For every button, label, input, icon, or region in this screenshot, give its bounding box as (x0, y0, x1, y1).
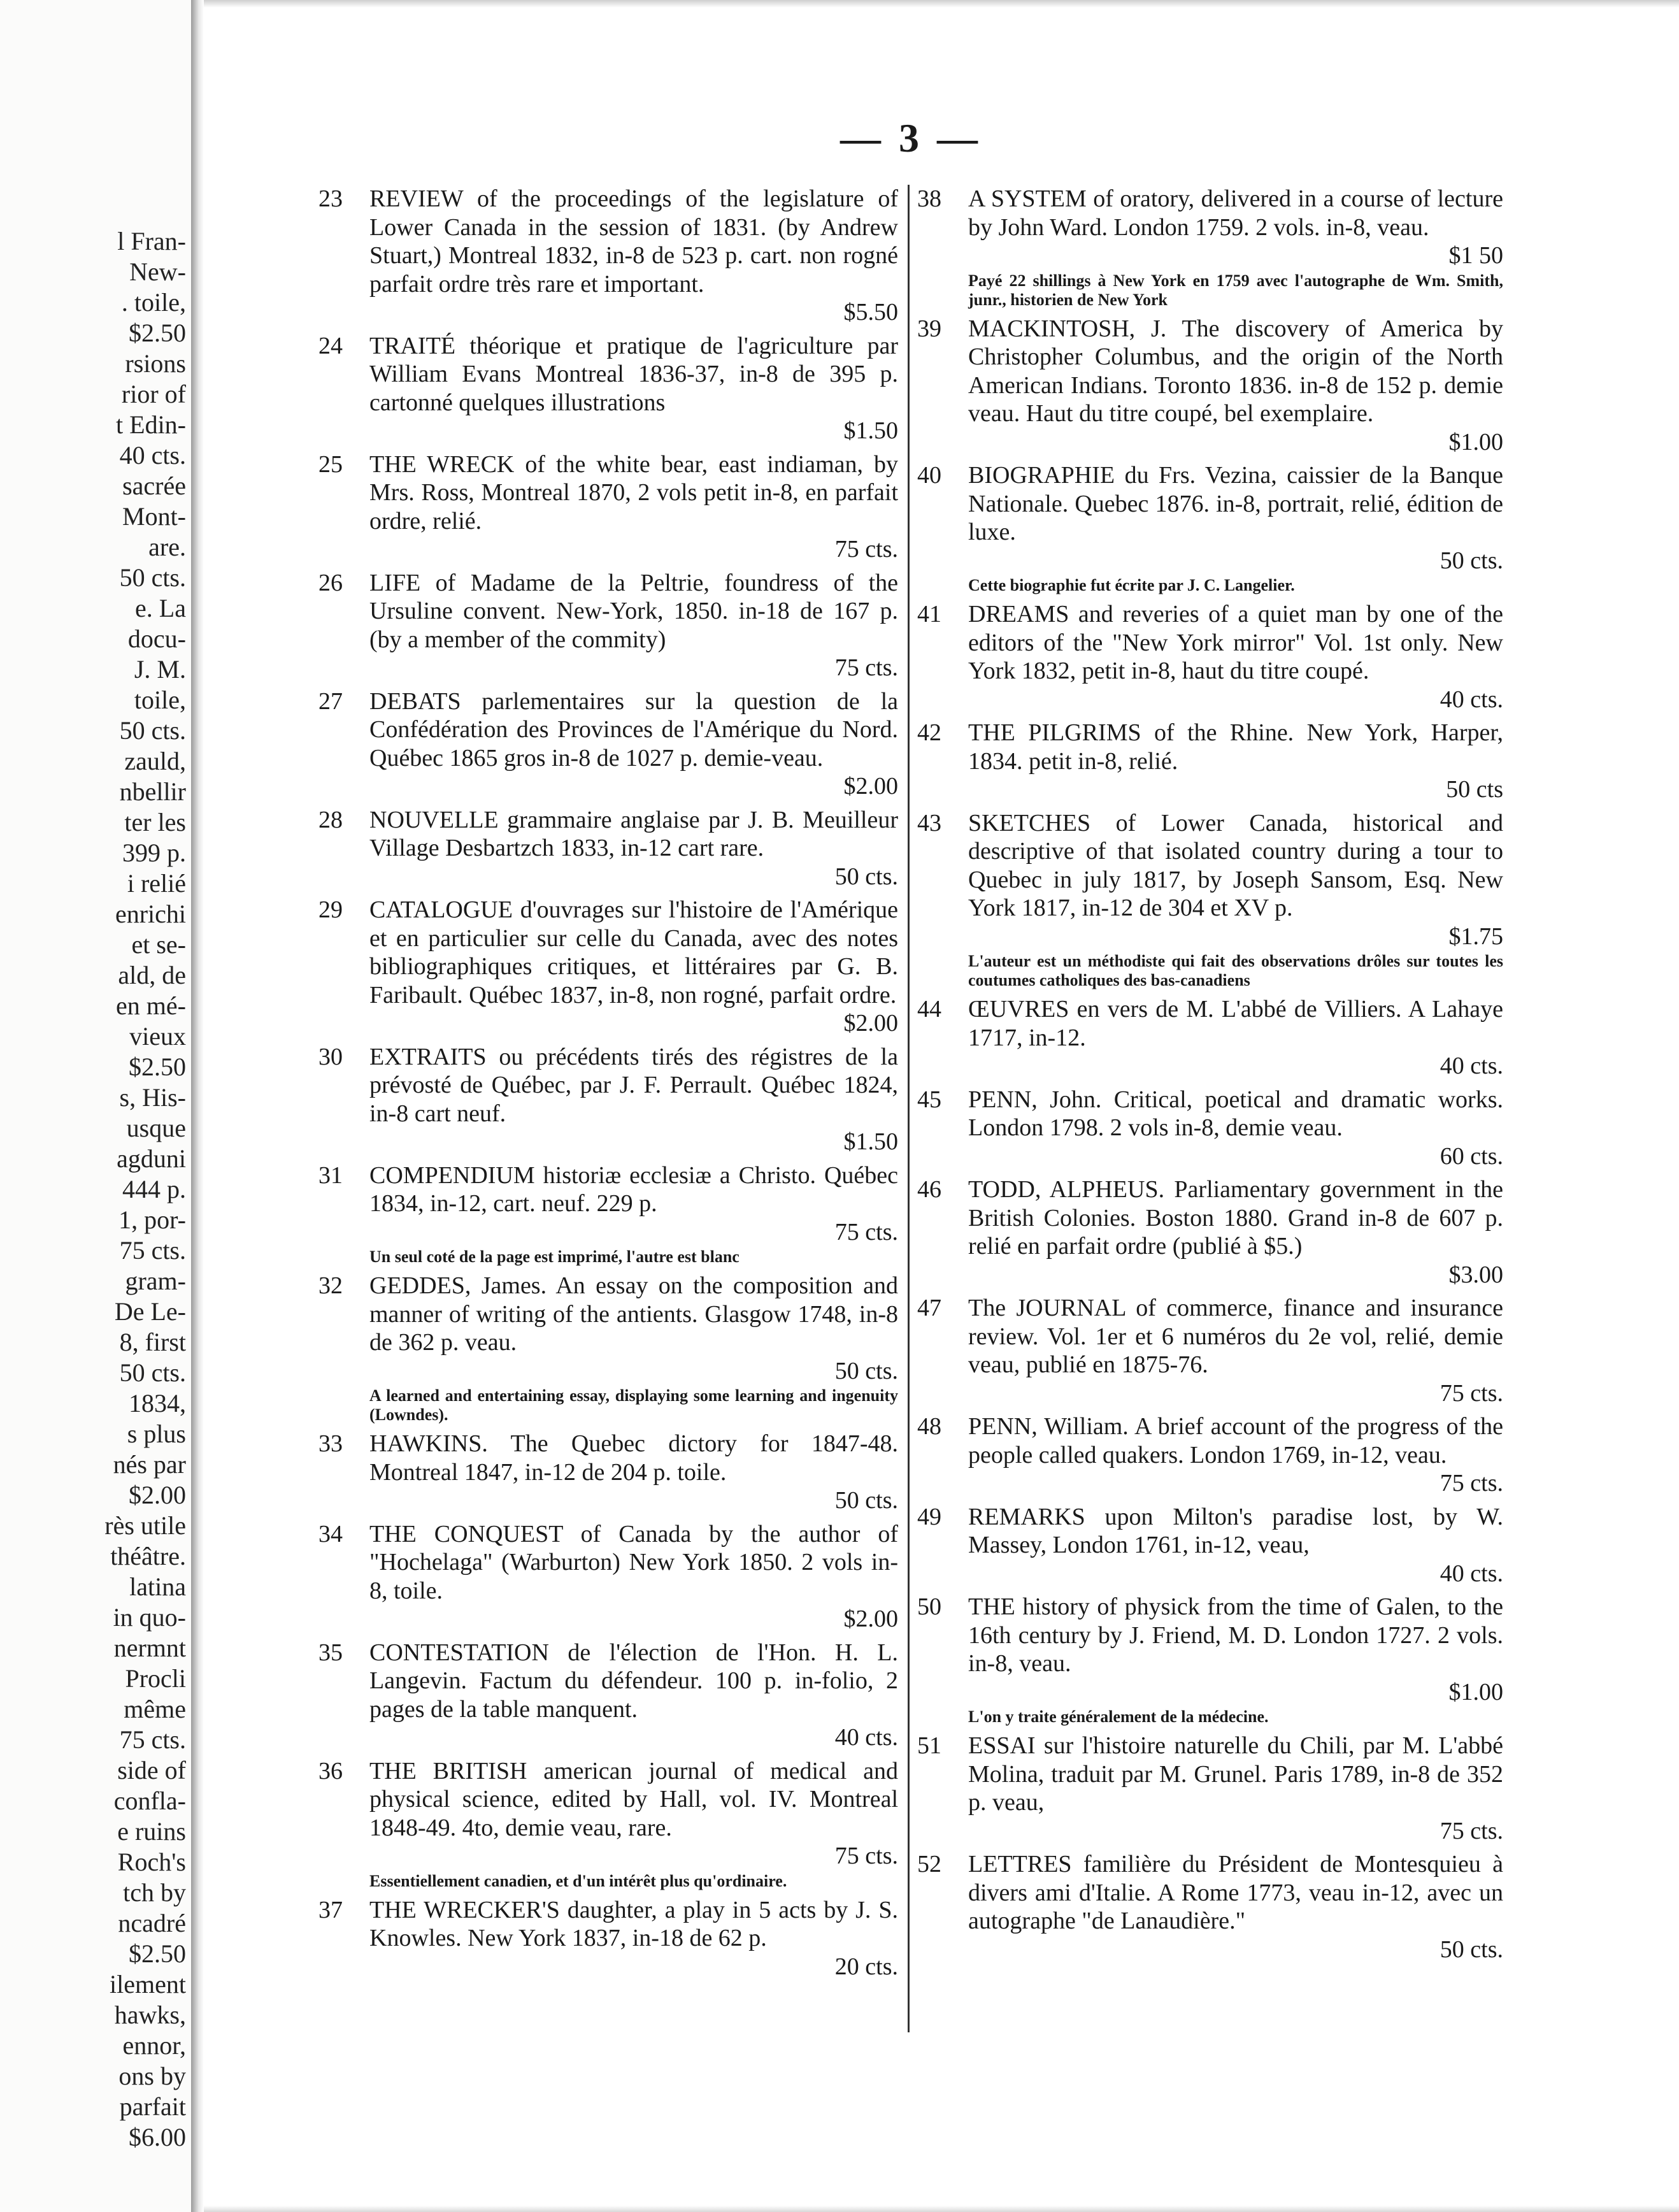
previous-page-text-fragment: toile, (134, 686, 186, 714)
entry-number: 24 (318, 332, 343, 359)
catalogue-entry (318, 1430, 898, 1515)
catalogue-entry (318, 569, 898, 682)
catalogue-entry (917, 809, 1503, 991)
previous-page-text-fragment: 40 cts. (119, 441, 186, 470)
previous-page-fragment (0, 0, 191, 2212)
previous-page-text-fragment: s, His- (119, 1083, 186, 1112)
previous-page-text-fragment: 75 cts. (119, 1725, 186, 1754)
entry-description: LIFE of Madame de la Peltrie, foundress of the Ursuline convent. New-York, 1850. in-18 de 167 p. (by a member of the commity) (369, 569, 898, 653)
previous-page-text-fragment: zauld, (124, 747, 186, 775)
entry-price: 75 cts. (1440, 1470, 1503, 1497)
previous-page-text-fragment: rior of (121, 380, 186, 408)
previous-page-text-fragment: Mont- (122, 502, 186, 531)
entry-price: $1.00 (1448, 1678, 1503, 1706)
entry-number: 50 (917, 1593, 941, 1620)
page-bottom-edge (204, 2206, 1679, 2212)
previous-page-text-fragment: e ruins (117, 1817, 186, 1846)
entry-number: 49 (917, 1503, 941, 1530)
entry-number: 26 (318, 569, 343, 596)
entry-description: PENN, John. Critical, poetical and dramatic works. London 1798. 2 vols in-8, demie veau. (968, 1086, 1503, 1141)
catalogue-entry (917, 315, 1503, 457)
catalogue-entry (318, 1520, 898, 1634)
previous-page-text-fragment: 1834, (129, 1389, 186, 1418)
entry-description: DREAMS and reveries of a quiet man by one of the editors of the "New York mirror" Vol. 1st only. New York 1832, petit in-8, haut du titre coupé. (968, 601, 1503, 684)
entry-description: NOUVELLE grammaire anglaise par J. B. Meuilleur Village Desbartzch 1833, in-12 cart rare. (369, 806, 898, 861)
previous-page-text-fragment: New- (129, 257, 186, 286)
entry-description: CATALOGUE d'ouvrages sur l'histoire de l'Amérique et en particulier sur celle du Canada, avec des notes bibliographiques critiques, et littéraires par G. B. Faribault. Québec 1837, in-8, non rogné, parfait ordre. (369, 896, 898, 1009)
entry-number: 34 (318, 1520, 343, 1548)
entry-price: 50 cts. (1440, 1936, 1503, 1963)
previous-page-text-fragment: ncadré (118, 1909, 186, 1937)
entry-price: $3.00 (1448, 1261, 1503, 1288)
entry-description: THE CONQUEST of Canada by the author of "Hochelaga" (Warburton) New York 1850. 2 vols in-8, toile. (369, 1520, 898, 1604)
catalogue-entry (318, 896, 898, 1038)
catalogue-entry (318, 806, 898, 891)
previous-page-text-fragment: vieux (129, 1022, 186, 1051)
entry-description: EXTRAITS ou précédents tirés des régistres de la prévosté de Québec, par J. F. Perrault. Québec 1824, in-8 cart neuf. (369, 1043, 898, 1127)
entry-price: $2.00 (843, 773, 898, 800)
catalogue-entry (917, 1294, 1503, 1407)
previous-page-text-fragment: en mé- (116, 991, 186, 1020)
entry-number: 29 (318, 896, 343, 923)
entry-description: MACKINTOSH, J. The discovery of America by Christopher Columbus, and the origin of the North American Indians. Toronto 1836. in-8 de 152 p. demie veau. Haut du titre coupé, bel exemplaire. (968, 315, 1503, 427)
page-top-edge (204, 0, 1679, 8)
entry-number: 51 (917, 1732, 941, 1759)
previous-page-text-fragment: hawks, (114, 2000, 186, 2029)
entry-price: 50 cts. (834, 863, 898, 890)
previous-page-text-fragment: $2.50 (129, 319, 186, 347)
previous-page-text-fragment: ilement (110, 1970, 186, 1999)
entry-description: THE PILGRIMS of the Rhine. New York, Harper, 1834. petit in-8, relié. (968, 719, 1503, 775)
previous-page-text-fragment: $2.00 (129, 1481, 186, 1509)
previous-page-text-fragment: enrichi (115, 900, 186, 928)
entry-price: 75 cts. (834, 1218, 898, 1246)
previous-page-text-fragment: 50 cts. (119, 716, 186, 745)
entry-number: 31 (318, 1161, 343, 1189)
catalogue-entry (318, 1272, 898, 1425)
entry-number: 48 (917, 1413, 941, 1440)
catalogue-entry (318, 1161, 898, 1267)
entry-description: HAWKINS. The Quebec dictory for 1847-48. Montreal 1847, in-12 de 204 p. toile. (369, 1430, 898, 1486)
previous-page-text-fragment: De Le- (114, 1297, 186, 1326)
entry-price: 60 cts. (1440, 1142, 1503, 1170)
entry-price: 40 cts. (1440, 1052, 1503, 1079)
previous-page-text-fragment: 399 p. (122, 838, 186, 867)
previous-page-text-fragment: e. La (135, 594, 186, 622)
catalogue-entry (318, 332, 898, 445)
entry-price: $1.50 (843, 417, 898, 444)
entry-number: 23 (318, 185, 343, 212)
entry-description: SKETCHES of Lower Canada, historical and descriptive of that isolated country during a tour to Quebec in july 1817, by Joseph Sansom, Esq. New York 1817, in-12 de 304 et XV p. (968, 809, 1503, 921)
previous-page-text-fragment: nermnt (113, 1634, 186, 1662)
entry-price: 40 cts. (1440, 1560, 1503, 1587)
catalogue-entry (917, 1086, 1503, 1171)
previous-page-text-fragment: ald, de (118, 961, 186, 989)
right-column (917, 185, 1503, 1969)
previous-page-text-fragment: ons by (118, 2062, 186, 2090)
catalogue-entry (318, 1043, 898, 1156)
entry-description: THE WRECKER'S daughter, a play in 5 acts by J. S. Knowles. New York 1837, in-18 de 62 p. (369, 1896, 898, 1951)
catalogue-entry (318, 450, 898, 564)
entry-note: L'auteur est un méthodiste qui fait des observations drôles sur toutes les coutumes catholiques des bas-canadiens (968, 952, 1503, 989)
previous-page-text-fragment: . toile, (121, 288, 186, 317)
catalogue-entry (917, 1850, 1503, 1964)
previous-page-text-fragment: l Fran- (117, 227, 186, 255)
entry-number: 39 (917, 315, 941, 342)
catalogue-entry (318, 185, 898, 327)
catalogue-entry (917, 719, 1503, 804)
entry-description: CONTESTATION de l'élection de l'Hon. H. L. Langevin. Factum du défendeur. 100 p. in-folio, 2 pages de la table manquent. (369, 1639, 898, 1723)
previous-page-text-fragment: tch by (123, 1878, 186, 1907)
entry-number: 25 (318, 450, 343, 478)
entry-price: $1.75 (1448, 923, 1503, 950)
catalogue-entry (917, 1412, 1503, 1498)
previous-page-text-fragment: et se- (131, 930, 186, 959)
entry-price: $2.00 (843, 1605, 898, 1632)
previous-page-text-fragment: 50 cts. (119, 1358, 186, 1387)
entry-price: 40 cts. (1440, 686, 1503, 713)
previous-page-text-fragment: sacrée (122, 471, 186, 500)
entry-price: 50 cts. (834, 1357, 898, 1384)
catalogue-entry (318, 687, 898, 801)
entry-description: ESSAI sur l'histoire naturelle du Chili, par M. L'abbé Molina, traduit par M. Grunel. Paris 1789, in-8 de 352 p. veau, (968, 1732, 1503, 1816)
previous-page-text-fragment: Procli (125, 1664, 186, 1693)
previous-page-text-fragment: nbellir (119, 777, 186, 806)
previous-page-text-fragment: 444 p. (122, 1175, 186, 1203)
entry-number: 36 (318, 1757, 343, 1785)
catalogue-entry (917, 461, 1503, 595)
previous-page-text-fragment: $2.50 (129, 1939, 186, 1968)
entry-price: 75 cts. (834, 654, 898, 681)
entry-note: Essentiellement canadien, et d'un intérêt plus qu'ordinaire. (369, 1871, 787, 1890)
previous-page-text-fragment: s plus (127, 1419, 186, 1448)
catalogue-entry (917, 1732, 1503, 1845)
entry-price: $1.00 (1448, 428, 1503, 456)
previous-page-text-fragment: parfait (119, 2092, 186, 2121)
entry-note: Payé 22 shillings à New York en 1759 avec l'autographe de Wm. Smith, junr., historien de New York (968, 271, 1503, 309)
previous-page-text-fragment: 1, por- (118, 1205, 186, 1234)
previous-page-text-fragment: 50 cts. (119, 563, 186, 592)
entry-price: $1 50 (1448, 242, 1503, 269)
entry-price: 75 cts. (834, 536, 898, 563)
previous-page-text-fragment: $2.50 (129, 1052, 186, 1081)
entry-number: 28 (318, 806, 343, 833)
entry-price: $1.50 (843, 1128, 898, 1155)
entry-number: 30 (318, 1043, 343, 1070)
previous-page-text-fragment: même (124, 1695, 186, 1723)
entry-number: 38 (917, 185, 941, 212)
catalogue-entry (917, 1593, 1503, 1727)
entry-price: 75 cts. (834, 1842, 898, 1869)
entry-price: 50 cts. (1440, 547, 1503, 574)
entry-description: ŒUVRES en vers de M. L'abbé de Villiers. A Lahaye 1717, in-12. (968, 996, 1503, 1051)
entry-price: $2.00 (843, 1010, 898, 1037)
previous-page-text-fragment: Roch's (117, 1848, 186, 1876)
entry-number: 41 (917, 601, 941, 628)
previous-page-text-fragment: t Edin- (116, 410, 186, 439)
previous-page-text-fragment: J. M. (134, 655, 186, 684)
book-gutter-shadow (191, 0, 204, 2212)
entry-number: 46 (917, 1176, 941, 1203)
entry-price: 75 cts. (1440, 1817, 1503, 1844)
entry-number: 35 (318, 1639, 343, 1666)
entry-note: L'on y traite généralement de la médecine. (968, 1707, 1269, 1726)
catalogue-entry (917, 1175, 1503, 1289)
previous-page-text-fragment: agduni (117, 1144, 186, 1173)
entry-description: TODD, ALPHEUS. Parliamentary government in the British Colonies. Boston 1880. Grand in-8 de 607 p. relié en parfait ordre (publié à $5.) (968, 1176, 1503, 1260)
catalogue-entry (318, 1757, 898, 1891)
previous-page-text-fragment: nés par (113, 1450, 186, 1479)
catalogue-entry (917, 995, 1503, 1081)
previous-page-text-fragment: $6.00 (129, 2123, 186, 2151)
page-number: — 3 — (840, 115, 982, 161)
previous-page-text-fragment: ter les (124, 808, 186, 837)
entry-number: 47 (917, 1295, 941, 1321)
entry-price: 50 cts. (834, 1487, 898, 1514)
entry-description: A SYSTEM of oratory, delivered in a course of lecture by John Ward. London 1759. 2 vols. in-8, veau. (968, 185, 1503, 241)
entry-number: 27 (318, 687, 343, 715)
entry-description: THE WRECK of the white bear, east indiaman, by Mrs. Ross, Montreal 1870, 2 vols petit in-8, en parfait ordre, relié. (369, 450, 898, 535)
entry-description: COMPENDIUM historiæ ecclesiæ a Christo. Québec 1834, in-12, cart. neuf. 229 p. (369, 1161, 898, 1217)
entry-description: The JOURNAL of commerce, finance and insurance review. Vol. 1er et 6 numéros du 2e vol, relié, demie veau, publié en 1875-76. (968, 1295, 1503, 1378)
entry-price: $5.50 (843, 299, 898, 326)
entry-price: 75 cts. (1440, 1379, 1503, 1407)
left-column (318, 185, 898, 1986)
entry-description: GEDDES, James. An essay on the composition and manner of writing of the antients. Glasgow 1748, in-8 de 362 p. veau. (369, 1272, 898, 1356)
previous-page-text-fragment: rsions (125, 349, 186, 378)
entry-note: Cette biographie fut écrite par J. C. Langelier. (968, 576, 1295, 594)
entry-number: 45 (917, 1086, 941, 1113)
previous-page-text-fragment: are. (148, 533, 186, 561)
previous-page-text-fragment: 8, first (119, 1328, 186, 1356)
entry-note: A learned and entertaining essay, displaying some learning and ingenuity (Lowndes). (369, 1386, 898, 1424)
previous-page-text-fragment: gram- (125, 1267, 186, 1295)
entry-number: 44 (917, 996, 941, 1023)
entry-number: 33 (318, 1430, 343, 1457)
previous-page-text-fragment: confla- (113, 1786, 186, 1815)
entry-description: REMARKS upon Milton's paradise lost, by W. Massey, London 1761, in-12, veau, (968, 1503, 1503, 1558)
entry-description: REVIEW of the proceedings of the legislature of Lower Canada in the session of 1831. (by Andrew Stuart,) Montreal 1832, in-8 de 523 p. cart. non rogné parfait ordre très rare et important. (369, 185, 898, 298)
entry-description: PENN, William. A brief account of the progress of the people called quakers. London 1769, in-12, veau. (968, 1413, 1503, 1469)
entry-description: BIOGRAPHIE du Frs. Vezina, caissier de la Banque Nationale. Quebec 1876. in-8, portrait, relié, édition de luxe. (968, 462, 1503, 545)
entry-description: THE BRITISH american journal of medical and physical science, edited by Hall, vol. IV. Montreal 1848-49. 4to, demie veau, rare. (369, 1757, 898, 1841)
entry-price: 50 cts (1446, 776, 1503, 803)
catalogue-entry (917, 1503, 1503, 1588)
catalogue-entry (318, 1639, 898, 1752)
previous-page-text-fragment: rès utile (104, 1511, 186, 1540)
entry-description: DEBATS parlementaires sur la question de la Confédération des Provinces de l'Amérique du Nord. Québec 1865 gros in-8 de 1027 p. demie-veau. (369, 687, 898, 772)
previous-page-text-fragment: théâtre. (110, 1542, 186, 1570)
entry-number: 40 (917, 462, 941, 489)
catalogue-entry (917, 600, 1503, 714)
previous-page-text-fragment: i relié (127, 869, 186, 898)
entry-number: 42 (917, 719, 941, 746)
entry-description: TRAITÉ théorique et pratique de l'agriculture par William Evans Montreal 1836-37, in-8 de 395 p. cartonné quelques illustrations (369, 332, 898, 416)
entry-number: 32 (318, 1272, 343, 1299)
catalogue-entry (917, 185, 1503, 310)
entry-price: 40 cts. (834, 1724, 898, 1751)
entry-number: 43 (917, 809, 941, 837)
previous-page-text-fragment: usque (126, 1114, 186, 1142)
entry-description: THE history of physick from the time of Galen, to the 16th century by J. Friend, M. D. London 1727. 2 vols. in-8, veau. (968, 1593, 1503, 1677)
previous-page-text-fragment: side of (117, 1756, 186, 1785)
entry-price: 20 cts. (834, 1953, 898, 1980)
catalogue-entry (318, 1896, 898, 1981)
previous-page-text-fragment: ennor, (122, 2031, 186, 2060)
entry-number: 37 (318, 1896, 343, 1923)
previous-page-text-fragment: latina (129, 1572, 186, 1601)
previous-page-text-fragment: docu- (127, 624, 186, 653)
previous-page-text-fragment: in quo- (113, 1603, 186, 1632)
entry-note: Un seul coté de la page est imprimé, l'autre est blanc (369, 1247, 739, 1266)
entry-description: LETTRES familière du Président de Montesquieu à divers ami d'Italie. A Rome 1773, veau in-12, avec un autographe "de Lanaudière." (968, 1851, 1503, 1934)
previous-page-text-fragment: 75 cts. (119, 1236, 186, 1265)
entry-number: 52 (917, 1851, 941, 1878)
column-divider (908, 185, 910, 2032)
